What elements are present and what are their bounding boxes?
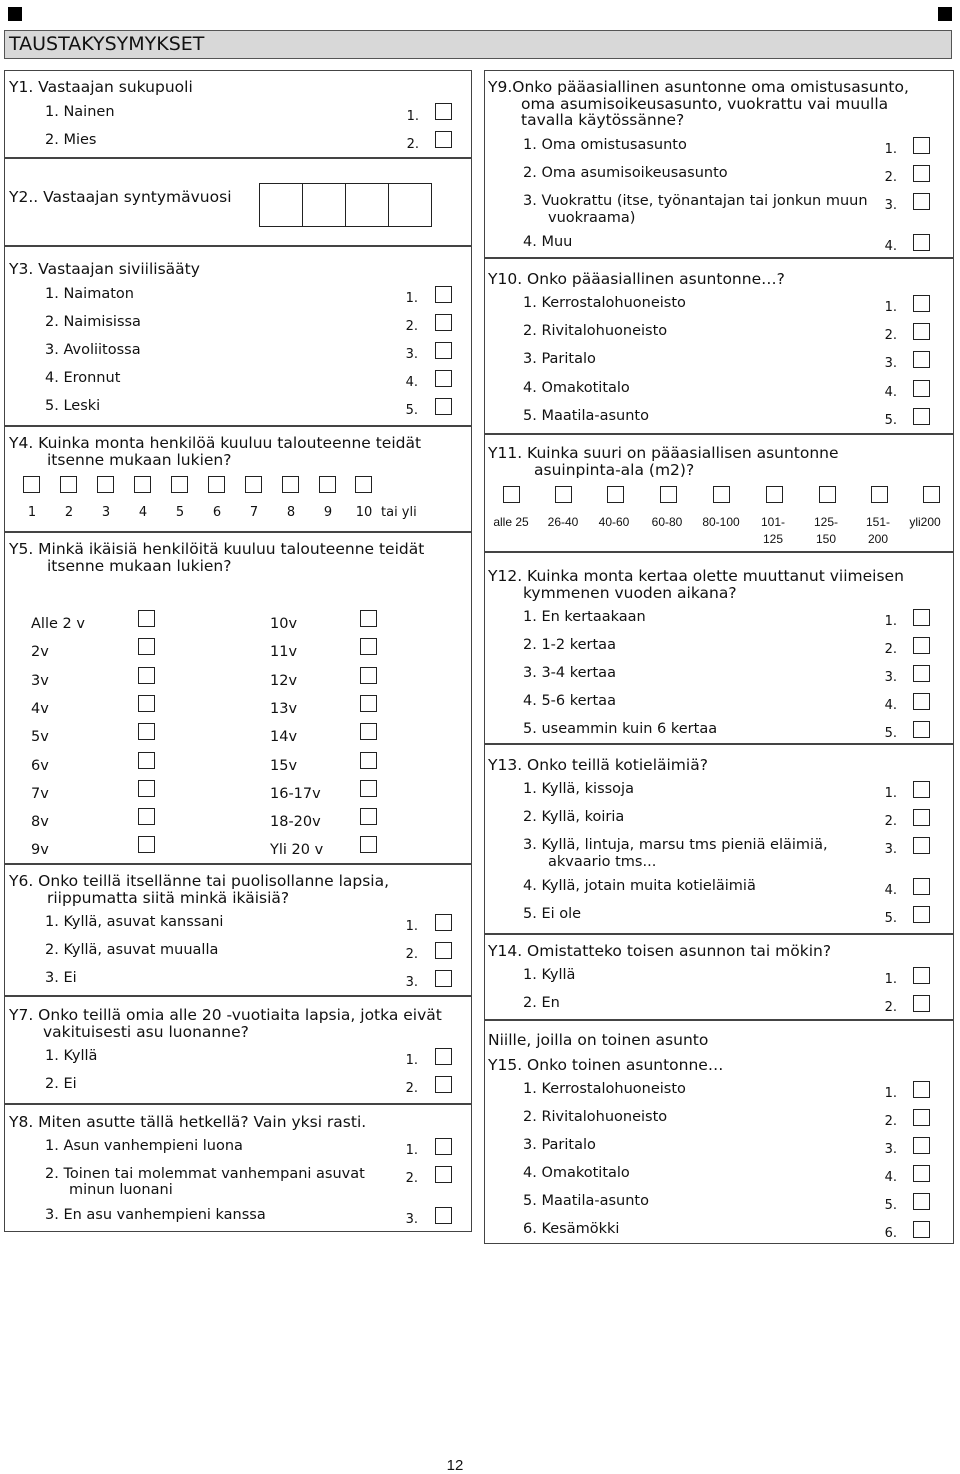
y6-option-1: 1. Kyllä, asuvat kanssani bbox=[45, 914, 224, 930]
y5-age-checkbox[interactable] bbox=[360, 780, 377, 797]
y12-checkbox-3[interactable] bbox=[913, 665, 930, 682]
y7-option-1: 1. Kyllä bbox=[45, 1048, 98, 1064]
birth-year-digit-2[interactable] bbox=[302, 183, 346, 227]
y10-num-2: 2. bbox=[884, 328, 897, 343]
y10-section bbox=[484, 258, 954, 434]
y15-option-5: 5. Maatila-asunto bbox=[523, 1193, 649, 1209]
y6-num-1: 1. bbox=[405, 919, 418, 934]
y10-option-2: 2. Rivitalohuoneisto bbox=[523, 323, 668, 339]
y15-checkbox-1[interactable] bbox=[913, 1081, 930, 1098]
y11-label: 60-80 bbox=[651, 515, 683, 529]
y15-option-2: 2. Rivitalohuoneisto bbox=[523, 1109, 668, 1125]
y9-question-line1: Y9.Onko pääasiallinen asuntonne oma omistusasunto, bbox=[488, 78, 909, 96]
y3-option-2: 2. Naimisissa bbox=[45, 314, 141, 330]
y14-section bbox=[484, 934, 954, 1020]
y4-scale-label-6: 6 bbox=[212, 505, 222, 520]
y11-label: 40-60 bbox=[598, 515, 630, 529]
y1-section bbox=[4, 70, 472, 158]
y2-question: Y2.. Vastaajan syntymävuosi bbox=[9, 188, 232, 206]
y13-option-5: 5. Ei ole bbox=[523, 906, 582, 922]
y8-num-3: 3. bbox=[405, 1212, 418, 1227]
y8-checkbox-1[interactable] bbox=[435, 1138, 452, 1155]
y8-checkbox-2[interactable] bbox=[435, 1166, 452, 1183]
y4-scale-end: tai yli bbox=[381, 505, 417, 520]
y13-section bbox=[484, 744, 954, 934]
y10-num-1: 1. bbox=[884, 300, 897, 315]
y4-question-line1: Y4. Kuinka monta henkilöä kuuluu talouteenne teidät bbox=[9, 434, 422, 452]
y4-checkbox-5[interactable] bbox=[171, 476, 188, 493]
y5-age-label: 10v bbox=[270, 616, 298, 632]
y5-question-line1: Y5. Minkä ikäisiä henkilöitä kuuluu talouteenne teidät bbox=[9, 540, 425, 558]
y13-option-1: 1. Kyllä, kissoja bbox=[523, 781, 634, 797]
y11-checkbox[interactable] bbox=[503, 486, 520, 503]
y15-num-2: 2. bbox=[884, 1114, 897, 1129]
y10-checkbox-3[interactable] bbox=[913, 351, 930, 368]
y14-num-1: 1. bbox=[884, 972, 897, 987]
y9-checkbox-3[interactable] bbox=[913, 193, 930, 210]
y14-checkbox-1[interactable] bbox=[913, 967, 930, 984]
y13-option-4: 4. Kyllä, jotain muita kotieläimiä bbox=[523, 878, 756, 894]
y5-age-checkbox[interactable] bbox=[138, 667, 155, 684]
y15-checkbox-3[interactable] bbox=[913, 1137, 930, 1154]
y6-checkbox-1[interactable] bbox=[435, 914, 452, 931]
y5-age-checkbox[interactable] bbox=[138, 610, 155, 627]
y11-label: 80-100 bbox=[702, 515, 740, 529]
y10-checkbox-2[interactable] bbox=[913, 323, 930, 340]
y5-age-label: Yli 20 v bbox=[270, 842, 324, 859]
y10-option-3: 3. Paritalo bbox=[523, 351, 596, 367]
y11-label: alle 25 bbox=[493, 515, 529, 529]
y11-label: 151- bbox=[865, 515, 891, 529]
y2-section bbox=[4, 158, 472, 246]
y5-age-checkbox[interactable] bbox=[360, 723, 377, 740]
y8-option-2-line2: minun luonani bbox=[69, 1182, 173, 1198]
y4-checkbox-2[interactable] bbox=[60, 476, 77, 493]
y11-section bbox=[484, 434, 954, 552]
y5-age-checkbox[interactable] bbox=[138, 638, 155, 655]
y15-checkbox-2[interactable] bbox=[913, 1109, 930, 1126]
y12-checkbox-2[interactable] bbox=[913, 637, 930, 654]
y13-num-3: 3. bbox=[884, 842, 897, 857]
y1-checkbox-1[interactable] bbox=[435, 103, 452, 120]
y9-option-2: 2. Oma asumisoikeusasunto bbox=[523, 165, 728, 181]
y5-age-checkbox[interactable] bbox=[360, 752, 377, 769]
y7-num-2: 2. bbox=[405, 1081, 418, 1096]
y5-question-line2: itsenne mukaan lukien? bbox=[47, 557, 232, 575]
y4-checkbox-6[interactable] bbox=[208, 476, 225, 493]
birth-year-input[interactable] bbox=[259, 183, 435, 227]
y5-age-label: 14v bbox=[270, 729, 298, 746]
corner-mark-right bbox=[938, 7, 952, 21]
y5-age-checkbox[interactable] bbox=[360, 667, 377, 684]
y15-option-1: 1. Kerrostalohuoneisto bbox=[523, 1081, 686, 1097]
y1-num-1: 1. bbox=[406, 109, 419, 124]
y1-num-2: 2. bbox=[406, 137, 419, 152]
y5-age-label: 12v bbox=[270, 672, 298, 689]
y5-age-checkbox[interactable] bbox=[360, 638, 377, 655]
y11-label: 125- bbox=[813, 515, 839, 529]
y14-num-2: 2. bbox=[884, 1000, 897, 1015]
y11-checkbox[interactable] bbox=[766, 486, 783, 503]
y12-checkbox-4[interactable] bbox=[913, 693, 930, 710]
y5-age-checkbox[interactable] bbox=[138, 723, 155, 740]
y5-age-label: 15v bbox=[270, 757, 298, 774]
y11-label-line2: 125 bbox=[762, 532, 784, 546]
y7-checkbox-1[interactable] bbox=[435, 1048, 452, 1065]
y10-option-4: 4. Omakotitalo bbox=[523, 380, 630, 396]
y9-checkbox-2[interactable] bbox=[913, 165, 930, 182]
y9-option-3: 3. Vuokrattu (itse, työnantajan tai jonkun muun bbox=[523, 193, 868, 209]
y6-num-2: 2. bbox=[405, 947, 418, 962]
y3-num-2: 2. bbox=[405, 319, 418, 334]
y9-question-line3: tavalla käytössänne? bbox=[521, 111, 685, 129]
y15-num-5: 5. bbox=[884, 1198, 897, 1213]
y11-checkbox[interactable] bbox=[713, 486, 730, 503]
y4-question-line2: itsenne mukaan lukien? bbox=[47, 451, 232, 469]
y3-question: Y3. Vastaajan siviilisääty bbox=[9, 260, 200, 278]
y13-checkbox-4[interactable] bbox=[913, 878, 930, 895]
y11-checkbox[interactable] bbox=[660, 486, 677, 503]
y11-label-line2: 150 bbox=[815, 532, 837, 546]
y13-num-2: 2. bbox=[884, 814, 897, 829]
y12-section bbox=[484, 552, 954, 744]
y9-num-2: 2. bbox=[884, 170, 897, 185]
y13-question: Y13. Onko teillä kotieläimiä? bbox=[488, 756, 708, 774]
y5-age-label: 5v bbox=[31, 729, 49, 746]
y11-label: 101- bbox=[760, 515, 786, 529]
y10-num-3: 3. bbox=[884, 356, 897, 371]
y7-checkbox-2[interactable] bbox=[435, 1076, 452, 1093]
y15-num-6: 6. bbox=[884, 1226, 897, 1241]
page-number: 12 bbox=[446, 1457, 464, 1474]
y4-scale-label-9: 9 bbox=[323, 505, 333, 520]
y5-age-label: 9v bbox=[31, 842, 49, 859]
y4-scale-label-3: 3 bbox=[101, 505, 111, 520]
y8-num-2: 2. bbox=[405, 1171, 418, 1186]
y4-section bbox=[4, 426, 472, 532]
y15-checkbox-6[interactable] bbox=[913, 1221, 930, 1238]
y12-num-1: 1. bbox=[884, 614, 897, 629]
y10-num-5: 5. bbox=[884, 413, 897, 428]
y4-scale-label-5: 5 bbox=[175, 505, 185, 520]
y11-question-line1: Y11. Kuinka suuri on pääasiallisen asuntonne bbox=[488, 444, 839, 462]
y5-age-label: 18-20v bbox=[270, 814, 321, 831]
y6-option-2: 2. Kyllä, asuvat muualla bbox=[45, 942, 219, 958]
page-title: TAUSTAKYSYMYKSET bbox=[4, 30, 952, 59]
y5-age-label: 4v bbox=[31, 700, 49, 717]
y5-age-label: 3v bbox=[31, 672, 49, 689]
y15-option-6: 6. Kesämökki bbox=[523, 1221, 620, 1237]
y3-option-1: 1. Naimaton bbox=[45, 286, 134, 302]
y7-section bbox=[4, 996, 472, 1104]
y12-option-5: 5. useammin kuin 6 kertaa bbox=[523, 721, 718, 737]
y13-checkbox-1[interactable] bbox=[913, 781, 930, 798]
y15-section bbox=[484, 1020, 954, 1244]
y5-age-checkbox[interactable] bbox=[138, 695, 155, 712]
y9-option-3-line2: vuokraama) bbox=[548, 210, 636, 226]
y9-option-4: 4. Muu bbox=[523, 234, 573, 250]
y6-question-line2: riippumatta siitä minkä ikäisiä? bbox=[47, 889, 290, 907]
y12-num-2: 2. bbox=[884, 642, 897, 657]
y7-question-line1: Y7. Onko teillä omia alle 20 -vuotiaita lapsia, jotka eivät bbox=[9, 1006, 442, 1024]
y5-age-checkbox[interactable] bbox=[138, 752, 155, 769]
birth-year-digit-3[interactable] bbox=[345, 183, 389, 227]
y8-question: Y8. Miten asutte tällä hetkellä? Vain yksi rasti. bbox=[9, 1113, 367, 1131]
y13-option-3-line2: akvaario tms... bbox=[548, 854, 657, 870]
y10-question: Y10. Onko pääasiallinen asuntonne…? bbox=[488, 270, 785, 288]
y13-option-3: 3. Kyllä, lintuja, marsu tms pieniä eläimiä, bbox=[523, 837, 828, 853]
y8-option-3: 3. En asu vanhempieni kanssa bbox=[45, 1207, 266, 1223]
y4-checkbox-8[interactable] bbox=[282, 476, 299, 493]
y13-checkbox-3[interactable] bbox=[913, 837, 930, 854]
y8-num-1: 1. bbox=[405, 1143, 418, 1158]
y10-checkbox-1[interactable] bbox=[913, 295, 930, 312]
y9-num-3: 3. bbox=[884, 198, 897, 213]
y11-checkbox[interactable] bbox=[607, 486, 624, 503]
y3-num-1: 1. bbox=[405, 291, 418, 306]
y13-num-5: 5. bbox=[884, 911, 897, 926]
y4-scale-label-4: 4 bbox=[138, 505, 148, 520]
y12-option-4: 4. 5-6 kertaa bbox=[523, 693, 616, 709]
y6-question-line1: Y6. Onko teillä itsellänne tai puolisollanne lapsia, bbox=[9, 872, 390, 890]
y10-option-5: 5. Maatila-asunto bbox=[523, 408, 649, 424]
y6-option-3: 3. Ei bbox=[45, 970, 77, 986]
y9-num-4: 4. bbox=[884, 239, 897, 254]
y4-scale-label-2: 2 bbox=[64, 505, 74, 520]
y9-num-1: 1. bbox=[884, 142, 897, 157]
y5-age-checkbox[interactable] bbox=[360, 695, 377, 712]
y7-option-2: 2. Ei bbox=[45, 1076, 77, 1092]
y12-option-1: 1. En kertaakaan bbox=[523, 609, 646, 625]
y4-checkbox-3[interactable] bbox=[97, 476, 114, 493]
y4-checkbox-4[interactable] bbox=[134, 476, 151, 493]
y13-checkbox-2[interactable] bbox=[913, 809, 930, 826]
y8-option-2: 2. Toinen tai molemmat vanhempani asuvat bbox=[45, 1166, 365, 1182]
y15-num-3: 3. bbox=[884, 1142, 897, 1157]
y5-age-label: Alle 2 v bbox=[31, 616, 85, 632]
y6-section bbox=[4, 864, 472, 996]
y5-section bbox=[4, 532, 472, 864]
y9-checkbox-1[interactable] bbox=[913, 137, 930, 154]
y10-checkbox-5[interactable] bbox=[913, 408, 930, 425]
y11-label: 26-40 bbox=[547, 515, 579, 529]
y3-section bbox=[4, 246, 472, 426]
y1-option-2: 2. Mies bbox=[45, 132, 97, 148]
y10-option-1: 1. Kerrostalohuoneisto bbox=[523, 295, 686, 311]
y3-checkbox-3[interactable] bbox=[435, 342, 452, 359]
y14-question: Y14. Omistatteko toisen asunnon tai mökin? bbox=[488, 942, 832, 960]
y5-age-checkbox[interactable] bbox=[360, 836, 377, 853]
y10-num-4: 4. bbox=[884, 385, 897, 400]
y4-scale-label-8: 8 bbox=[286, 505, 296, 520]
y13-num-4: 4. bbox=[884, 883, 897, 898]
y3-option-4: 4. Eronnut bbox=[45, 370, 121, 386]
y15-option-3: 3. Paritalo bbox=[523, 1137, 596, 1153]
y15-heading: Niille, joilla on toinen asunto bbox=[488, 1031, 709, 1049]
corner-mark-left bbox=[8, 7, 22, 21]
y12-option-3: 3. 3-4 kertaa bbox=[523, 665, 616, 681]
y14-option-1: 1. Kyllä bbox=[523, 967, 576, 983]
y3-checkbox-4[interactable] bbox=[435, 370, 452, 387]
y11-checkbox[interactable] bbox=[555, 486, 572, 503]
y11-checkbox[interactable] bbox=[871, 486, 888, 503]
y5-age-label: 2v bbox=[31, 644, 49, 661]
y6-checkbox-2[interactable] bbox=[435, 942, 452, 959]
y3-num-4: 4. bbox=[405, 375, 418, 390]
y12-checkbox-1[interactable] bbox=[913, 609, 930, 626]
y7-num-1: 1. bbox=[405, 1053, 418, 1068]
y5-age-checkbox[interactable] bbox=[360, 610, 377, 627]
y5-age-checkbox[interactable] bbox=[138, 808, 155, 825]
y15-checkbox-4[interactable] bbox=[913, 1165, 930, 1182]
birth-year-digit-1[interactable] bbox=[259, 183, 303, 227]
y6-checkbox-3[interactable] bbox=[435, 970, 452, 987]
y14-checkbox-2[interactable] bbox=[913, 995, 930, 1012]
y5-age-label: 13v bbox=[270, 700, 298, 717]
y15-question: Y15. Onko toinen asuntonne… bbox=[488, 1056, 724, 1074]
y15-checkbox-5[interactable] bbox=[913, 1193, 930, 1210]
y3-option-5: 5. Leski bbox=[45, 398, 101, 414]
y11-label: yli200 bbox=[909, 515, 941, 529]
y5-age-label: 8v bbox=[31, 814, 49, 831]
y1-option-1: 1. Nainen bbox=[45, 104, 115, 120]
y8-option-1: 1. Asun vanhempieni luona bbox=[45, 1138, 243, 1154]
y1-question: Y1. Vastaajan sukupuoli bbox=[9, 78, 193, 96]
y3-option-3: 3. Avoliitossa bbox=[45, 342, 141, 358]
y12-num-4: 4. bbox=[884, 698, 897, 713]
y11-checkbox[interactable] bbox=[923, 486, 940, 503]
y4-scale-label-1: 1 bbox=[27, 505, 37, 520]
y4-checkbox-1[interactable] bbox=[23, 476, 40, 493]
y11-question-line2: asuinpinta-ala (m2)? bbox=[534, 461, 695, 479]
y7-question-line2: vakituisesti asu luonanne? bbox=[43, 1023, 249, 1041]
y5-age-checkbox[interactable] bbox=[360, 808, 377, 825]
y8-section bbox=[4, 1104, 472, 1232]
y4-scale-label-10: 10 bbox=[355, 505, 373, 520]
y4-scale-label-7: 7 bbox=[249, 505, 259, 520]
y9-option-1: 1. Oma omistusasunto bbox=[523, 137, 687, 153]
y13-option-2: 2. Kyllä, koiria bbox=[523, 809, 625, 825]
y12-option-2: 2. 1-2 kertaa bbox=[523, 637, 616, 653]
y10-checkbox-4[interactable] bbox=[913, 380, 930, 397]
y3-checkbox-1[interactable] bbox=[435, 286, 452, 303]
y12-num-3: 3. bbox=[884, 670, 897, 685]
y3-checkbox-2[interactable] bbox=[435, 314, 452, 331]
y4-checkbox-7[interactable] bbox=[245, 476, 262, 493]
y14-option-2: 2. En bbox=[523, 995, 560, 1011]
birth-year-digit-4[interactable] bbox=[388, 183, 432, 227]
y4-checkbox-9[interactable] bbox=[319, 476, 336, 493]
y1-checkbox-2[interactable] bbox=[435, 131, 452, 148]
y5-age-label: 6v bbox=[31, 757, 49, 774]
y12-checkbox-5[interactable] bbox=[913, 721, 930, 738]
y3-checkbox-5[interactable] bbox=[435, 398, 452, 415]
y15-num-4: 4. bbox=[884, 1170, 897, 1185]
y3-num-5: 5. bbox=[405, 403, 418, 418]
y15-option-4: 4. Omakotitalo bbox=[523, 1165, 630, 1181]
y9-section bbox=[484, 70, 954, 258]
y5-age-label: 11v bbox=[270, 644, 298, 661]
y5-age-label: 7v bbox=[31, 785, 49, 802]
y12-question-line1: Y12. Kuinka monta kertaa olette muuttanut viimeisen bbox=[488, 567, 904, 585]
y5-age-checkbox[interactable] bbox=[138, 780, 155, 797]
y5-age-checkbox[interactable] bbox=[138, 836, 155, 853]
y6-num-3: 3. bbox=[405, 975, 418, 990]
y13-num-1: 1. bbox=[884, 786, 897, 801]
y3-num-3: 3. bbox=[405, 347, 418, 362]
y15-num-1: 1. bbox=[884, 1086, 897, 1101]
y4-checkbox-10[interactable] bbox=[355, 476, 372, 493]
y11-checkbox[interactable] bbox=[819, 486, 836, 503]
y9-checkbox-4[interactable] bbox=[913, 234, 930, 251]
y8-checkbox-3[interactable] bbox=[435, 1207, 452, 1224]
y12-num-5: 5. bbox=[884, 726, 897, 741]
y9-question-line2: oma asumisoikeusasunto, vuokrattu vai muulla bbox=[521, 95, 889, 113]
y13-checkbox-5[interactable] bbox=[913, 906, 930, 923]
y11-label-line2: 200 bbox=[867, 532, 889, 546]
y12-question-line2: kymmenen vuoden aikana? bbox=[523, 584, 737, 602]
y5-age-label: 16-17v bbox=[270, 785, 321, 802]
